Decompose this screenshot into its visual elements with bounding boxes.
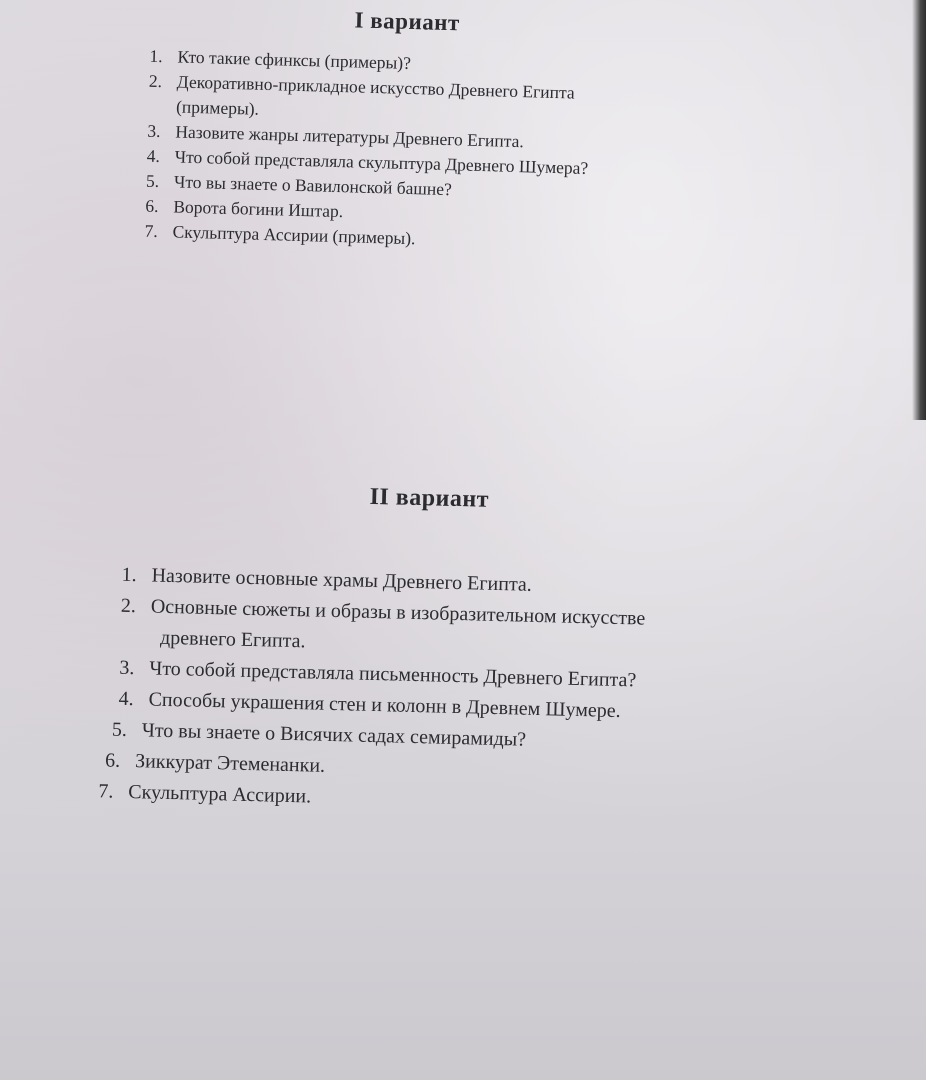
variant-1-section xyxy=(0,0,926,341)
question-text-continuation: древнего Египта. xyxy=(159,626,306,653)
question-text: Ворота богини Иштар. xyxy=(173,196,344,222)
question-text: Кто такие сфинксы (примеры)? xyxy=(177,46,412,74)
question-number: 7. xyxy=(144,220,159,242)
variant-1-title: I вариант xyxy=(354,7,461,36)
question-number: 7. xyxy=(98,780,114,803)
variant-2-question-list xyxy=(98,560,646,821)
question-number: 2. xyxy=(148,70,163,92)
question-text-continuation: (примеры). xyxy=(175,96,260,119)
question-text: Скульптура Ассирии (примеры). xyxy=(172,221,416,249)
variant-2-title: II вариант xyxy=(369,483,490,513)
question-number: 1. xyxy=(121,563,137,587)
question-text: Что вы знаете о Висячих садах семирамиды? xyxy=(141,719,527,751)
question-number: 3. xyxy=(147,120,161,142)
question-number: 4. xyxy=(146,145,161,167)
question-text: Что собой представляла письменность Древнего Египта? xyxy=(149,657,637,692)
question-number: 1. xyxy=(149,45,163,67)
question-text: Декоративно-прикладное искусство Древнего Египта xyxy=(176,71,575,103)
question-text: Что собой представляла скульптура Древнего Шумера? xyxy=(174,146,589,179)
question-number: 4. xyxy=(118,687,134,711)
variant-2-section xyxy=(0,457,926,899)
question-number: 6. xyxy=(104,749,121,772)
question-text: Назовите жанры литературы Древнего Египта. xyxy=(175,121,525,152)
question-text: Основные сюжеты и образы в изобразительном искусстве xyxy=(150,595,646,630)
variant-1-question-list xyxy=(144,44,591,256)
question-number: 5. xyxy=(111,718,128,741)
question-text: Назовите основные храмы Древнего Египта. xyxy=(151,564,533,596)
question-text: Зиккурат Этеменанки. xyxy=(134,750,326,777)
question-number: 6. xyxy=(145,195,159,217)
question-text: Скульптура Ассирии. xyxy=(128,781,312,808)
question-number: 5. xyxy=(145,170,160,192)
question-text: Способы украшения стен и колонн в Древнем Шумере. xyxy=(148,688,621,723)
question-number: 2. xyxy=(120,594,137,618)
question-number: 3. xyxy=(119,656,135,680)
question-text: Что вы знаете о Вавилонской башне? xyxy=(173,171,453,200)
